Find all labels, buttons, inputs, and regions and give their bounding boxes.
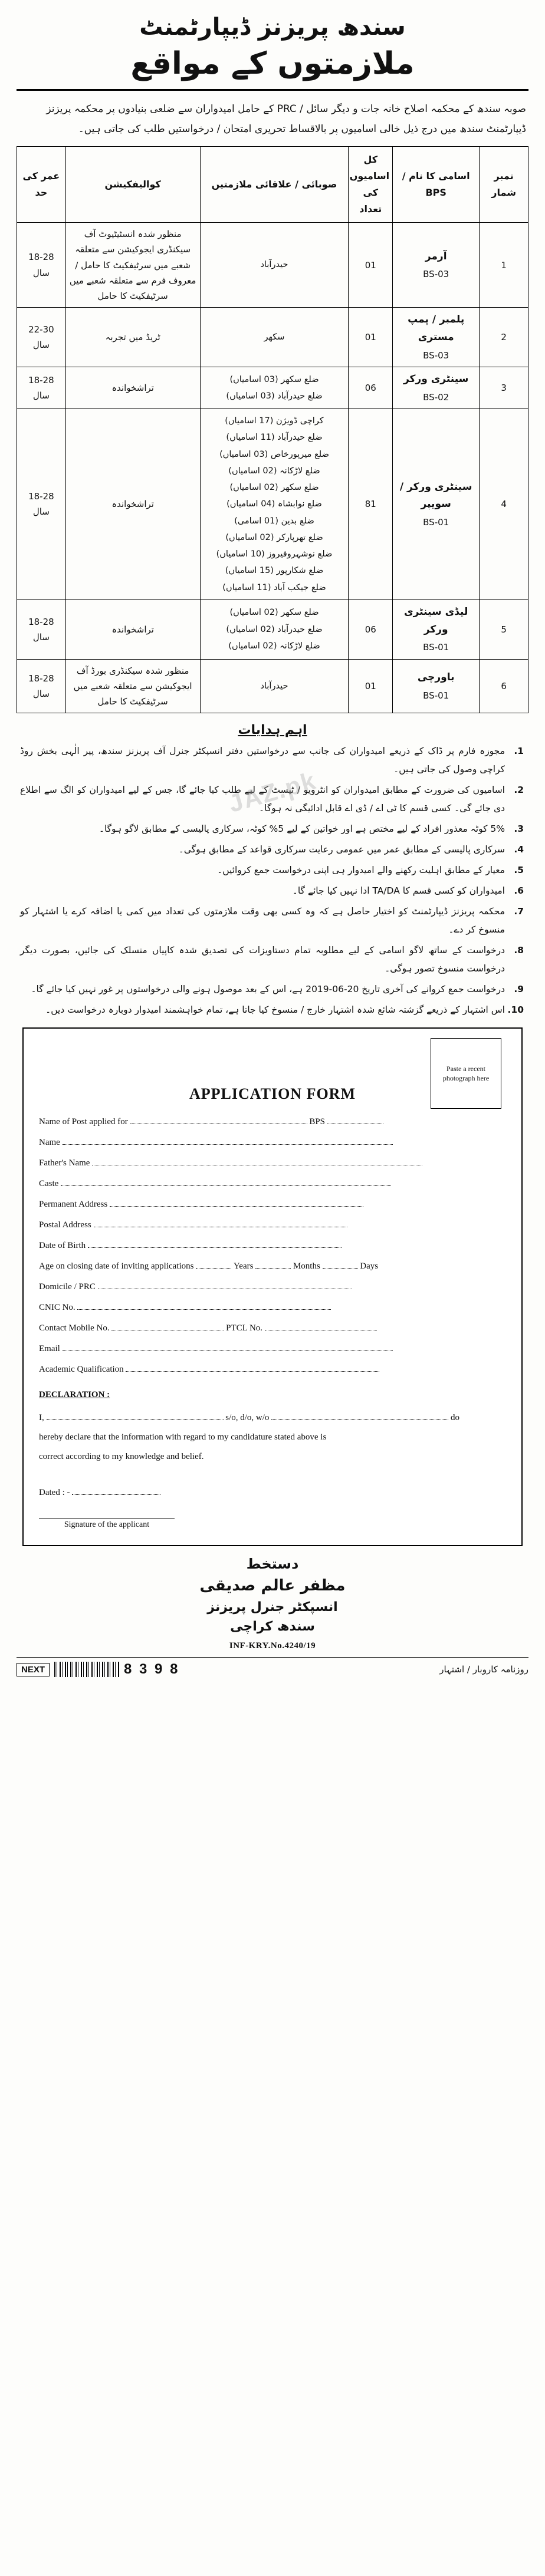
cell-region <box>200 308 349 367</box>
age-years-input[interactable] <box>196 1260 231 1269</box>
field-label: Domicile / PRC <box>39 1282 96 1292</box>
header-count: کل اسامیوں کی تعداد <box>349 147 393 223</box>
page-title: ملازمتوں کے مواقع <box>130 46 415 81</box>
field-date-of-birth <box>39 1240 506 1251</box>
ptcl-label: PTCL No. <box>226 1323 263 1333</box>
instruction-item: امیدواران کو کسی قسم کا TA/DA ادا نہیں کیا جائے گا۔ <box>292 885 505 897</box>
header-divider <box>17 89 528 91</box>
post-title: پلمبر / پمپ مستری <box>408 314 465 343</box>
cell-serial: 1 <box>480 223 528 308</box>
cell-region <box>200 659 349 713</box>
age-months-label: Months <box>293 1261 320 1271</box>
cell-count: 01 <box>349 659 393 713</box>
field-domicile <box>39 1281 506 1292</box>
declaration-relation-input[interactable] <box>271 1412 448 1420</box>
instructions-list <box>20 742 525 1019</box>
mobile-input[interactable] <box>111 1322 224 1330</box>
cell-region <box>200 223 349 308</box>
inf-number: INF-KRY.No.4240/19 <box>229 1641 316 1651</box>
post-bps: BS-03 <box>423 269 449 280</box>
instruction-item: درخواست جمع کروانے کی آخری تاریخ 20-06-2019 ہے، اس کے بعد موصول ہونے والی درخواستوں پر غور نہیں کیا جائے گا۔ <box>31 984 505 995</box>
field-post-applied <box>39 1116 506 1127</box>
region-item: ضلع جیکب آباد (11 اسامیاں) <box>222 582 326 592</box>
photo-placeholder: Paste a recent photograph here <box>431 1038 501 1109</box>
cell-region <box>200 599 349 659</box>
field-label: Date of Birth <box>39 1241 86 1251</box>
dated-label: Dated : - <box>39 1488 70 1498</box>
signature-label: Signature of the applicant <box>39 1518 175 1530</box>
instruction-item: درخواست کے ساتھ لاگو اسامی کے لیے مطلوبہ تمام دستاویزات کی تصدیق شدہ کاپیاں منسلک کی جائیں، بصورت دیگر درخواست منسوخ تصور ہوگی۔ <box>20 945 505 974</box>
table-row <box>17 659 528 713</box>
cell-post <box>393 659 480 713</box>
instruction-item: 5% کوٹہ معذور افراد کے لیے مختص ہے اور خواتین کے لیے 5% کوٹہ، سرکاری پالیسی کے مطابق لاگو ہوگا۔ <box>99 823 505 835</box>
field-age-on-closing-date <box>39 1260 506 1271</box>
field-label: Academic Qualification <box>39 1365 124 1375</box>
field-postal-address <box>39 1219 506 1230</box>
region-item: ضلع شکارپور (15 اسامیاں) <box>225 566 324 576</box>
field-label: Name <box>39 1138 60 1148</box>
cell-count: 01 <box>349 308 393 367</box>
cell-serial: 2 <box>480 308 528 367</box>
cnic-input[interactable] <box>77 1302 331 1310</box>
post-bps: BS-01 <box>423 690 449 701</box>
email-input[interactable] <box>63 1343 393 1351</box>
region-item: ضلع تھرپارکر (02 اسامیاں) <box>225 532 323 542</box>
footer-barcode-strip <box>17 1657 528 1678</box>
declaration-line-2: hereby declare that the information with regard to my candidature stated above is <box>39 1432 327 1442</box>
declaration-relation: s/o, d/o, w/o <box>225 1413 270 1423</box>
bps-label: BPS <box>309 1117 326 1127</box>
declaration-do: do <box>450 1413 459 1423</box>
cell-post <box>393 223 480 308</box>
mobile-label: Mobile No. <box>68 1323 110 1333</box>
ptcl-input[interactable] <box>265 1322 377 1330</box>
age-days-input[interactable] <box>323 1260 358 1269</box>
intro-paragraph: صوبہ سندھ کے محکمہ اصلاح خانہ جات و دیگر سائل / PRC کے حامل امیدواران سے ضلعی بنیادوں پر محکمہ پریزنز ڈیپارٹمنٹ سندھ میں درج ذیل خالی اسامیوں پر بالاقساط تحریری امتحان / درخواستیں طلب کی جاتی ہیں۔ <box>46 103 526 135</box>
field-contact <box>39 1322 506 1333</box>
header-region: صوبائی / علاقائی ملازمتیں <box>200 147 349 223</box>
table-header-row <box>17 147 528 223</box>
cell-serial: 4 <box>480 409 528 600</box>
instructions-title: اہم ہدایات <box>238 723 307 738</box>
department-name: سندھ پریزنز ڈیپارٹمنٹ <box>139 14 406 41</box>
field-label: Postal Address <box>39 1220 91 1230</box>
table-row <box>17 367 528 409</box>
cell-age: 18-28 سال <box>17 599 66 659</box>
region-item: ضلع نوابشاہ (04 اسامیاں) <box>226 499 322 509</box>
cell-qualification: ٹریڈ میں تجربہ <box>65 308 200 367</box>
post-title: سینٹری ورکر / سویپر <box>399 480 472 510</box>
cell-serial: 3 <box>480 367 528 409</box>
header-serial: نمبر شمار <box>480 147 528 223</box>
age-days-label: Days <box>360 1261 379 1271</box>
post-bps: BS-01 <box>423 517 449 528</box>
instruction-item: اس اشتہار کے ذریعے گزشتہ شائع شدہ اشتہار خارج / منسوخ کیا جاتا ہے، تمام خواہشمند امیدوار دوبارہ درخواست دیں۔ <box>45 1004 505 1016</box>
header-post: اسامی کا نام / BPS <box>393 147 480 223</box>
post-title: باورچی <box>417 671 455 684</box>
table-row <box>17 308 528 367</box>
region-item: ضلع میرپورخاص (03 اسامیاں) <box>219 449 329 459</box>
field-label: Permanent Address <box>39 1200 108 1210</box>
region-item: ضلع سکھر (02 اسامیاں) <box>229 483 319 493</box>
instruction-item: اسامیوں کی ضرورت کے مطابق امیدواران کو انٹرویو / ٹیسٹ کے لیے طلب کیا جائے گا، جس کے لیے امیدواران کو الگ سے اطلاع دی جائے گی۔ کسی قسم کا ٹی اے / ڈی اے قابل ادائیگی نہ ہوگا۔ <box>20 785 505 814</box>
footer-signature <box>17 1553 528 1636</box>
age-months-input[interactable] <box>255 1260 291 1269</box>
field-permanent-address <box>39 1198 506 1210</box>
field-email <box>39 1343 506 1354</box>
post-applied-input[interactable] <box>130 1116 307 1124</box>
region-item: ضلع نوشہروفیروز (10 اسامیاں) <box>216 549 333 559</box>
region-item: ضلع حیدرآباد (11 اسامیاں) <box>226 433 323 443</box>
field-caste <box>39 1178 506 1189</box>
instruction-item: محکمہ پریزنز ڈیپارٹمنٹ کو اختیار حاصل ہے کہ وہ کسی بھی وقت ملازمتوں کی تعداد میں کمی یا اضافہ کرے یا اشتہار کو منسوخ کر دے۔ <box>20 906 505 935</box>
field-label: CNIC No. <box>39 1303 75 1313</box>
region-item: حیدرآباد <box>260 260 288 270</box>
footer-signature-label: دستخط <box>246 1556 299 1573</box>
permanent-address-input[interactable] <box>110 1198 363 1207</box>
field-label: Caste <box>39 1179 59 1189</box>
cell-qualification: منظور شدہ انسٹیٹیوٹ آف سیکنڈری ایجوکیشن سے متعلقہ شعبے میں سرٹیفکیٹ کا حامل / معروف فرم سے متعلقہ شعبے میں سرٹیفکیٹ کا حامل <box>65 223 200 308</box>
name-input[interactable] <box>63 1137 393 1145</box>
cell-post <box>393 308 480 367</box>
cell-region <box>200 409 349 600</box>
footer-officer-location: سندھ کراچی <box>230 1619 315 1635</box>
region-item: سکھر <box>264 332 285 342</box>
region-item: ضلع لاڑکانہ (02 اسامیاں) <box>228 641 320 651</box>
header-qualification: کوالیفکیشن <box>65 147 200 223</box>
region-item: حیدرآباد <box>260 681 288 691</box>
cell-qualification: منظور شدہ سیکنڈری بورڈ آف ایجوکیشن سے متعلقہ شعبے میں سرٹیفکیٹ کا حامل <box>65 659 200 713</box>
cell-age: 18-28 سال <box>17 409 66 600</box>
table-row <box>17 409 528 600</box>
field-name <box>39 1137 506 1148</box>
declaration-i: I, <box>39 1413 44 1423</box>
footer-note: روزنامہ کاروبار / اشتہار <box>439 1664 528 1675</box>
watermark: JAZ.pk <box>225 766 320 818</box>
post-title: آرمر <box>425 250 447 262</box>
field-cnic <box>39 1302 506 1313</box>
instruction-item: مجوزہ فارم پر ڈاک کے ذریعے امیدواران کی جانب سے درخواستیں دفتر انسپکٹر جنرل آف پریزنز سندھ، پیر الٰہی بخش روڈ کراچی وصول کی جاتی ہیں۔ <box>20 746 505 775</box>
cell-post <box>393 409 480 600</box>
region-item: ضلع سکھر (03 اسامیاں) <box>229 374 319 384</box>
cell-qualification: تراشخواندہ <box>65 409 200 600</box>
cell-post <box>393 367 480 409</box>
cell-age: 22-30 سال <box>17 308 66 367</box>
post-title: لیڈی سینٹری ورکر <box>404 605 468 635</box>
application-form <box>22 1027 523 1546</box>
region-item: ضلع حیدرآباد (02 اسامیاں) <box>226 624 323 634</box>
cell-count: 81 <box>349 409 393 600</box>
barcode-left-group <box>17 1661 179 1678</box>
cell-serial: 5 <box>480 599 528 659</box>
dated-input[interactable] <box>72 1487 160 1495</box>
next-logo: NEXT <box>17 1663 50 1676</box>
date-of-birth-input[interactable] <box>88 1240 342 1248</box>
declaration-line-3: correct according to my knowledge and belief. <box>39 1452 204 1462</box>
header-age: عمر کی حد <box>17 147 66 223</box>
field-academic-qualification <box>39 1363 506 1375</box>
declaration-title: DECLARATION : <box>39 1390 110 1400</box>
vacancy-table-body <box>17 223 528 713</box>
form-title: APPLICATION FORM <box>189 1085 356 1103</box>
cell-qualification: تراشخواندہ <box>65 367 200 409</box>
region-item: ضلع لاڑکانہ (02 اسامیاں) <box>228 466 320 476</box>
vacancy-table <box>17 146 528 713</box>
region-item: ضلع سکھر (02 اسامیاں) <box>229 608 319 618</box>
region-item: ضلع حیدرآباد (03 اسامیاں) <box>226 391 323 401</box>
cell-age: 18-28 سال <box>17 659 66 713</box>
cell-age: 18-28 سال <box>17 223 66 308</box>
signature-block <box>39 1518 506 1530</box>
field-father-name <box>39 1157 506 1168</box>
field-label: Contact <box>39 1323 67 1333</box>
postal-address-input[interactable] <box>94 1219 347 1227</box>
barcode-digits: 8 3 9 8 <box>124 1661 180 1678</box>
table-row <box>17 599 528 659</box>
field-label: Email <box>39 1344 60 1354</box>
cell-count: 01 <box>349 223 393 308</box>
table-row <box>17 223 528 308</box>
father-name-input[interactable] <box>92 1157 422 1165</box>
region-item: کراچی ڈویژن (17 اسامیاں) <box>225 416 324 426</box>
post-bps: BS-01 <box>423 642 449 653</box>
barcode-icon <box>54 1662 119 1677</box>
post-bps: BS-03 <box>423 350 449 361</box>
bps-input[interactable] <box>327 1116 383 1124</box>
instruction-item: سرکاری پالیسی کے مطابق عمر میں عمومی رعایت سرکاری قواعد کے مطابق ہوگی۔ <box>178 844 505 855</box>
cell-count: 06 <box>349 367 393 409</box>
field-label: Father's Name <box>39 1158 90 1168</box>
cell-serial: 6 <box>480 659 528 713</box>
caste-input[interactable] <box>61 1178 391 1186</box>
declaration-name-input[interactable] <box>47 1412 224 1420</box>
declaration-body <box>39 1408 506 1467</box>
footer-officer-name: مظفر عالم صدیقی <box>199 1577 346 1595</box>
dated-field <box>39 1487 506 1498</box>
region-item: ضلع بدین (01 اسامی) <box>234 516 314 526</box>
field-label: Name of Post applied for <box>39 1117 128 1127</box>
post-bps: BS-02 <box>423 391 449 403</box>
post-title: سینٹری ورکر <box>403 373 469 385</box>
domicile-input[interactable] <box>98 1281 352 1289</box>
age-years-label: Years <box>233 1261 254 1271</box>
page-header <box>17 0 528 91</box>
academic-qualification-input[interactable] <box>126 1363 379 1372</box>
field-label: Age on closing date of inviting applications <box>39 1261 194 1271</box>
cell-region <box>200 367 349 409</box>
cell-age: 18-28 سال <box>17 367 66 409</box>
cell-qualification: تراشخواندہ <box>65 599 200 659</box>
footer-officer-designation: انسپکٹر جنرل پریزنز <box>207 1600 338 1615</box>
cell-count: 06 <box>349 599 393 659</box>
instruction-item: معیار کے مطابق اہلیت رکھنے والے امیدوار ہی اپنی درخواست جمع کروائیں۔ <box>217 865 505 876</box>
cell-post <box>393 599 480 659</box>
